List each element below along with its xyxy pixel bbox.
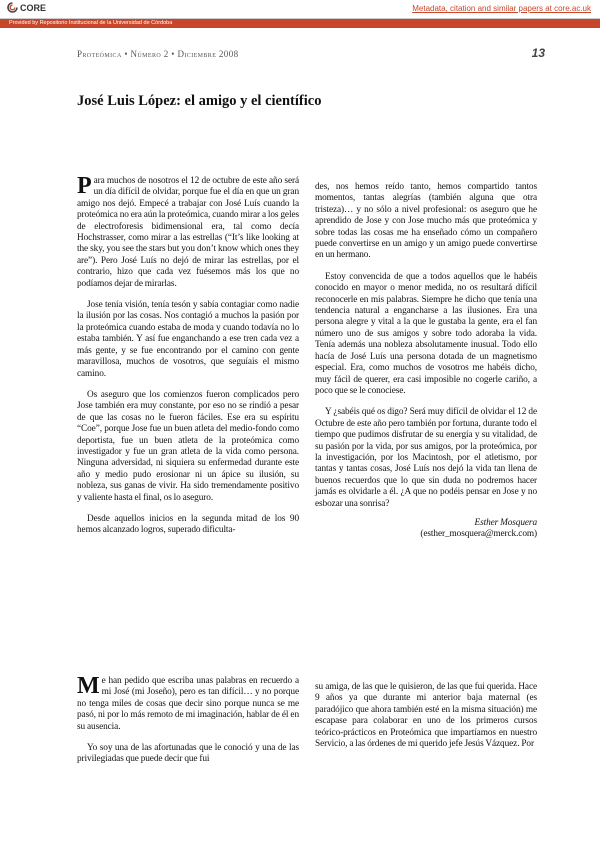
paragraph: Desde aquellos inicios en la segunda mitad de los 90 hemos alcanzado logros, superado dificulta- (77, 513, 299, 536)
provided-by-bar (0, 19, 600, 28)
paragraph: Os aseguro que los comienzos fueron complicados pero Jose también era muy constante, por eso no se rindió a pesar de que las cosas no le fueron fáciles. Ese era su espíritu “Coe”, porque Jose fue un buen atleta del medio-fondo como deportista, fue un buen atleta de la proteómica como investigador y fue un gran atleta de la vida como persona. Ninguna adversidad, ni siquiera su enfermedad durante este año y medio pudo erosionar ni un ápice su ilusión, su nobleza, sus ganas de vivir. Ha sido tremendamente positivo y valiente hasta el final, os lo aseguro. (77, 389, 299, 503)
core-logo[interactable] (7, 2, 46, 13)
section1-right-column (315, 182, 537, 541)
article-title: José Luis López: el amigo y el científico (77, 93, 322, 109)
signature-email: (esther_mosquera@merck.com) (420, 529, 537, 540)
paragraph: Me han pedido que escriba unas palabras en recuerdo a mi José (mi Joseño), pero es tan difícil… y no porque no tenga miles de cosas que decir sino porque nunca se me pasó, ni por lo más remoto de mi imaginación, hablar de él en su ausencia. (77, 673, 299, 732)
paragraph: Estoy convencida de que a todos aquellos que le habéis conocido en mayor o menor medida, no os resultará difícil reconocerle en mis palabras. Siempre he dicho que tenía una tendencia natural a engancharse a las ilusiones. Era una persona alegre y vital a la que le gustaba la gente, era el fan número uno de sus amigos y sobre todo adoraba la vida. Tenía además una nobleza absolutamente inusual. Todo ello hacía de José Luís una persona dotada de un magnetismo especial. Era, como muchos de vosotros me habéis dicho, muy fácil de querer, era casi imposible no cogerle cariño, a poco que se le conociese. (315, 271, 537, 396)
core-logo-text: CORE (20, 2, 47, 13)
section2-left-column (77, 673, 299, 766)
core-logo-icon (7, 2, 18, 13)
provided-by-text[interactable]: Provided by Repositorio Institucional de la Universidad de Córdoba (9, 20, 173, 26)
section1-left-column (77, 173, 299, 537)
paragraph: des, nos hemos reído tanto, hemos compartido tantos momentos, tantas alegrías (también alguna que otra tristeza)… y no sólo a nivel profesional: os aseguro que he aprendido de Jose y con Jose mucho más que proteómica y sobre todas las cosas me ha enseñado cómo un compañero puede convertirse en un amigo y un amigo puede convertirse en un hermano. (315, 182, 537, 261)
page-number: 13 (531, 46, 545, 60)
core-metadata-link[interactable]: Metadata, citation and similar papers at core.ac.uk (412, 4, 591, 13)
core-banner (0, 0, 600, 19)
drop-cap: P (77, 173, 92, 199)
paragraph: Para muchos de nosotros el 12 de octubre de este año será un día difícil de olvidar, porque fue el día en que un gran amigo nos dejó. Empecé a trabajar con José Luís cuando la proteómica no era aún la proteómica, cuando mirar a los geles de electroforesis bidimensional era, tal como decía Hochstrasser, como mirar a las estrellas (“It’s like looking at the sky, you see the stars but you don’t know which ones they are”). Pero José Luís no dejó de mirar las estrellas, por el contrario, hizo que cada vez fuésemos más los que no podíamos dejar de mirarlas. (77, 173, 299, 289)
running-head: Proteómica • Número 2 • Diciembre 2008 (77, 49, 239, 59)
signature-name: Esther Mosquera (474, 517, 537, 528)
paragraph: Jose tenía visión, tenía tesón y sabía contagiar como nadie la ilusión por las cosas. Nos contagió a muchos la pasión por la proteómica cuando estaba de moda y cuando todavía no lo estaba también. Y así fue enganchando a ese tren cada vez a más gente, y se fue encontrando por el camino con gente maravillosa, muchos de vosotros, que seguíais el mismo camino. (77, 300, 299, 379)
paragraph: Y ¿sabéis qué os digo? Será muy difícil de olvidar el 12 de Octubre de este año pero también por fortuna, durante todo el tiempo que pudimos disfrutar de su energía y su vitalidad, de su pasión por la vida, por sus amigos, por la proteómica, por la investigación, por los Macintosh, por el atletismo, por tantas y tantas cosas, José Luís nos dejó la vida tan llena de buenos recuerdos que lo que sin duda no podremos hacer jamás es olvidarle a él. ¿A que no podéis pensar en Jose y no esbozar una sonrisa? (315, 407, 537, 509)
signature (315, 518, 537, 541)
paragraph: su amiga, de las que le quisieron, de las que fui querida. Hace 9 años ya que durante mi anterior baja maternal (es paradójico que ahora también esté en la misma situación) me escapase para colaborar en uno de los primeros cursos teórico-prácticos en Proteómica que impartíamos en nuestro Servicio, a las órdenes de mi querido jefe Jesús Vázquez. Por (315, 682, 537, 750)
section2-right-column (315, 682, 537, 750)
drop-cap: M (77, 673, 100, 699)
paragraph: Yo soy una de las afortunadas que le conoció y una de las privilegiadas que puede decir que fui (77, 743, 299, 765)
